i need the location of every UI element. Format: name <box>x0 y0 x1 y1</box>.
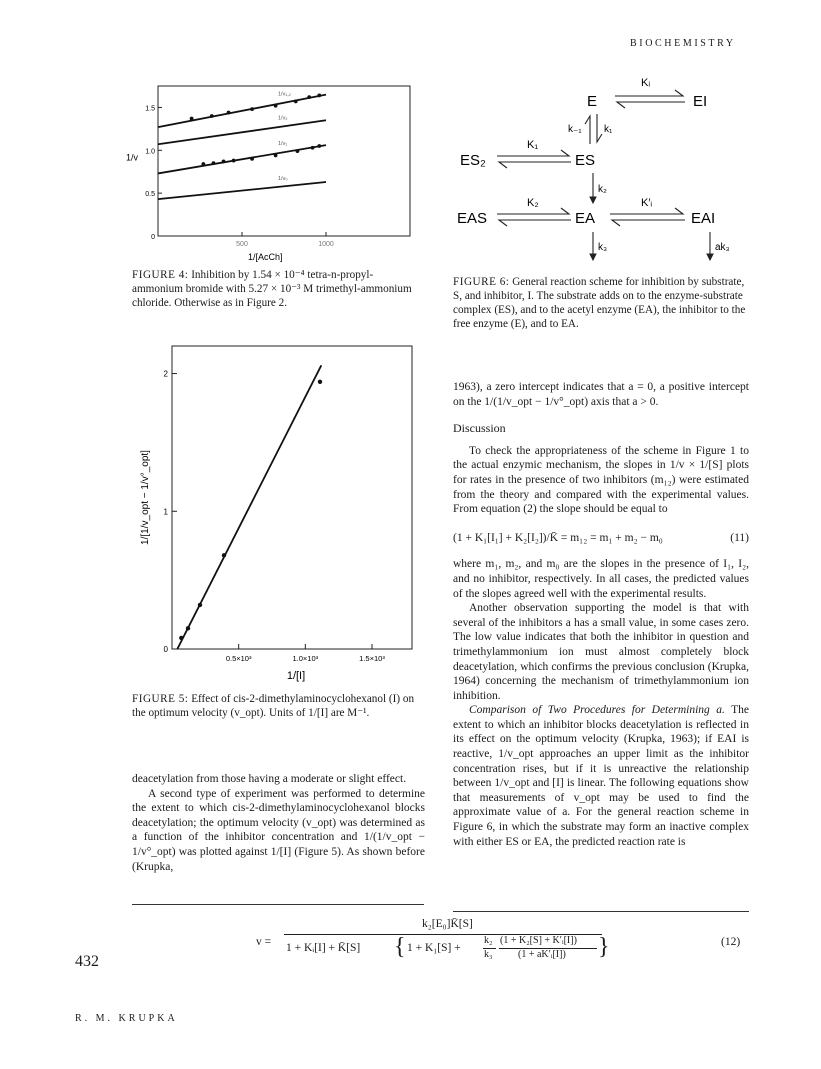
fig5-y-tick-label: 2 <box>163 369 168 379</box>
fig5-data-point <box>179 636 183 640</box>
constant-k2: k₂ <box>598 184 607 195</box>
species-eai: EAI <box>691 210 716 227</box>
left-para-2: A second type of experiment was performed to determine the extent to which cis-2-dimethylaminocyclohexanol blocks deacetylation; the optimum velocity (v_opt) was determined as a function of the inhibitor concentration and 1/(1/v_opt − 1/v°_opt) was plotted against 1/[I] (Figure 5). As shown before (Krupka, <box>132 787 425 873</box>
eq12-den-inner: 1 + K₁[S] + <box>407 942 461 954</box>
fig4-data-point <box>296 149 300 153</box>
figure4-chart <box>120 80 425 265</box>
constant-k-minus1: k₋₁ <box>568 124 582 135</box>
right-para-2: To check the appropriateness of the scheme in Figure 1 to the actual enzymic mechanism, the slopes in 1/v × 1/[S] plots for rates in the presence of two inhibitors (m₁₂) were estimated from the theory and compared with the experimental values. From equation (2) the slope should be equal to <box>453 444 749 516</box>
fig4-y-tick-label: 0 <box>151 234 155 241</box>
fig5-data-point <box>186 626 190 630</box>
fig4-x-tick-label: 1000 <box>318 241 334 248</box>
fig5-x-tick-label: 0.5×10³ <box>225 654 252 663</box>
species-e: E <box>587 93 598 110</box>
fig4-data-point <box>222 160 226 164</box>
fig4-data-point <box>317 144 321 148</box>
fig4-series-line <box>158 145 326 173</box>
fig4-series-line <box>158 182 326 199</box>
right-column <box>453 380 749 849</box>
left-column-rule <box>132 904 424 905</box>
running-head: BIOCHEMISTRY <box>630 38 736 49</box>
fig4-data-point <box>232 159 236 163</box>
fig4-data-point <box>212 161 216 165</box>
fig5-plot-frame <box>172 346 412 649</box>
constant-ki-prime: K′ᵢ <box>641 197 653 209</box>
right-para-4: Another observation supporting the model is that with several of the inhibitors a has a small value, in some cases zero. The low value indicates that both the inhibitor in question and trimethylammonium ion must almost completely block deacetylation, which confirms the previous conclusion (Krupka, 1964) concerning the mechanism of trimethylammonium ion inhibition. <box>453 602 749 702</box>
fig5-x-axis-label: 1/[I] <box>286 670 306 682</box>
figure4-caption <box>132 268 422 310</box>
eq12-lhs: v = <box>256 936 272 948</box>
fig4-data-point <box>210 114 214 118</box>
fig4-series-line <box>158 120 326 144</box>
left-para-1: deacetylation from those having a moderate or slight effect. <box>132 773 407 785</box>
constant-K2: K₂ <box>527 197 539 209</box>
fig4-series-label: 1/v₂ <box>278 115 288 122</box>
fig5-data-point <box>198 603 202 607</box>
fig4-data-point <box>274 104 278 108</box>
fig4-y-axis-label: 1/v <box>126 152 139 163</box>
fig4-data-point <box>274 154 278 158</box>
species-es2: ES₂ <box>460 152 486 169</box>
equation-11-body: (1 + K₁[I₁] + K₂[I₂])/K̄ = m₁₂ = m₁ + m₂ − m₀ <box>453 531 663 544</box>
fig5-y-axis-label: 1/[1/v_opt − 1/v°_opt] <box>140 450 151 545</box>
subheading-comparison: Comparison of Two Procedures for Determining a. <box>469 704 725 717</box>
fig4-data-point <box>190 117 194 121</box>
equation-11 <box>453 531 749 546</box>
species-ea: EA <box>575 210 596 227</box>
eq12-left-brace: { <box>394 934 406 960</box>
equilibrium-e-ei <box>615 90 685 108</box>
constant-K1: K₁ <box>527 139 539 151</box>
fig4-data-point <box>250 157 254 161</box>
fig4-x-tick-label: 500 <box>236 241 248 248</box>
fig4-data-point <box>294 100 298 104</box>
fig4-x-axis-label: 1/[AcCh] <box>248 252 283 262</box>
figure6-scheme <box>445 70 775 270</box>
author-footer: R. M. KRUPKA <box>75 1013 178 1024</box>
eq12-numerator: k₂[E₀]K̄[S] <box>422 918 473 930</box>
equilibrium-es2-es <box>497 150 571 168</box>
fig4-series-label: 1/v₀ <box>278 176 288 183</box>
section-heading-discussion: Discussion <box>453 421 506 436</box>
fig4-data-point <box>201 162 205 166</box>
eq12-paren-num: (1 + K₂[S] + K′ᵢ[I]) <box>500 935 577 946</box>
figure4-caption-text: Inhibition by 1.54 × 10⁻⁴ tetra-n-propyl-ammonium bromide with 5.27 × 10⁻³ M trimethyl-ammonium chloride. Otherwise as in Figure 2. <box>132 269 412 309</box>
figure5-chart <box>128 340 428 685</box>
equilibrium-e-es <box>585 114 602 144</box>
eq12-paren-den: (1 + aK′ᵢ[I]) <box>518 949 566 960</box>
fig5-x-tick-label: 1.5×10³ <box>359 654 385 663</box>
figure5-caption <box>132 692 424 720</box>
fig4-plot-frame <box>158 86 410 236</box>
figure5-caption-label: FIGURE 5: <box>132 693 189 705</box>
figure6-caption-label: FIGURE 6: <box>453 276 510 288</box>
fig5-y-tick-label: 0 <box>163 645 168 654</box>
species-ei: EI <box>693 93 708 110</box>
right-para-5-text: The extent to which an inhibitor blocks deacetylation is reflected in its effect on the optimum velocity (Krupka, 1963); if EAI is reactive, 1/v_opt approaches an upper limit as the inhibitor concentration rises, but if it is unreactive the relationship between 1/v_opt and [I] is linear. The following equations show that measurements of v_opt may be used to find the approximate value of a. For the general reaction scheme in Figure 6, in which the substrate may form an inactive complex with either ES or EA, the predicted reaction rate is <box>453 704 749 848</box>
figure6-caption <box>453 275 749 331</box>
fig4-data-point <box>317 94 321 98</box>
left-column <box>132 772 425 874</box>
figure4-caption-label: FIGURE 4: <box>132 269 189 281</box>
equation-11-number: (11) <box>730 531 749 544</box>
fig4-data-point <box>307 95 311 99</box>
fig5-y-tick-label: 1 <box>163 507 168 517</box>
fig4-series-line <box>158 95 326 128</box>
fig4-series-label: 1/v₁ <box>278 141 288 148</box>
figure6-caption-text: General reaction scheme for inhibition by substrate, S, and inhibitor, I. The substrate adds on to the enzyme-substrate complex (ES), and to the acetyl enzyme (EA), the inhibitor to the free enzyme (E), and to EA. <box>453 276 746 330</box>
right-para-5 <box>453 703 749 849</box>
fig5-x-tick-label: 1.0×10³ <box>292 654 319 663</box>
eq12-right-brace: } <box>598 934 610 960</box>
equilibrium-ea-eai <box>610 208 685 226</box>
eq12-den-left: 1 + Kᵢ[I] + K̄[S] <box>286 942 361 954</box>
right-column-rule <box>453 911 749 912</box>
equation-12 <box>256 918 756 978</box>
fig4-data-point <box>311 146 315 150</box>
eq12-number: (12) <box>721 936 741 948</box>
species-es: ES <box>575 152 596 169</box>
eq12-frac-den: k₃ <box>484 949 493 960</box>
fig4-series-label: 1/v₁,₂ <box>278 91 291 98</box>
figure5-caption-text: Effect of cis-2-dimethylaminocyclohexanol (I) on the optimum velocity (v_opt). Units of 1/[I] are M⁻¹. <box>132 693 415 719</box>
fig4-y-tick-label: 1.0 <box>145 148 155 156</box>
fig5-data-point <box>318 380 322 384</box>
right-para-3: where m₁, m₂, and m₀ are the slopes in the presence of I₁, I₂, and no inhibitor, respectively. In all cases, the predicted values of the slopes agreed well with the experimental results. <box>453 558 749 600</box>
page-number: 432 <box>75 953 99 970</box>
fig4-data-point <box>250 107 254 111</box>
fig4-y-tick-label: 0.5 <box>145 191 155 199</box>
fig4-data-point <box>227 111 231 115</box>
right-para-1: 1963), a zero intercept indicates that a = 0, a positive intercept on the 1/(1/v_opt − 1/v°_opt) axis that a > 0. <box>453 381 749 408</box>
constant-k3: k₃ <box>598 242 608 253</box>
fig4-y-tick-label: 1.5 <box>145 105 155 113</box>
constant-k1: k₁ <box>604 124 613 135</box>
fig5-data-point <box>222 553 226 557</box>
eq12-frac-num: k₂ <box>484 935 493 946</box>
constant-ki: Kᵢ <box>641 77 651 89</box>
species-eas: EAS <box>457 210 488 227</box>
constant-ak3: ak₃ <box>715 242 730 253</box>
equilibrium-eas-ea <box>497 208 571 226</box>
